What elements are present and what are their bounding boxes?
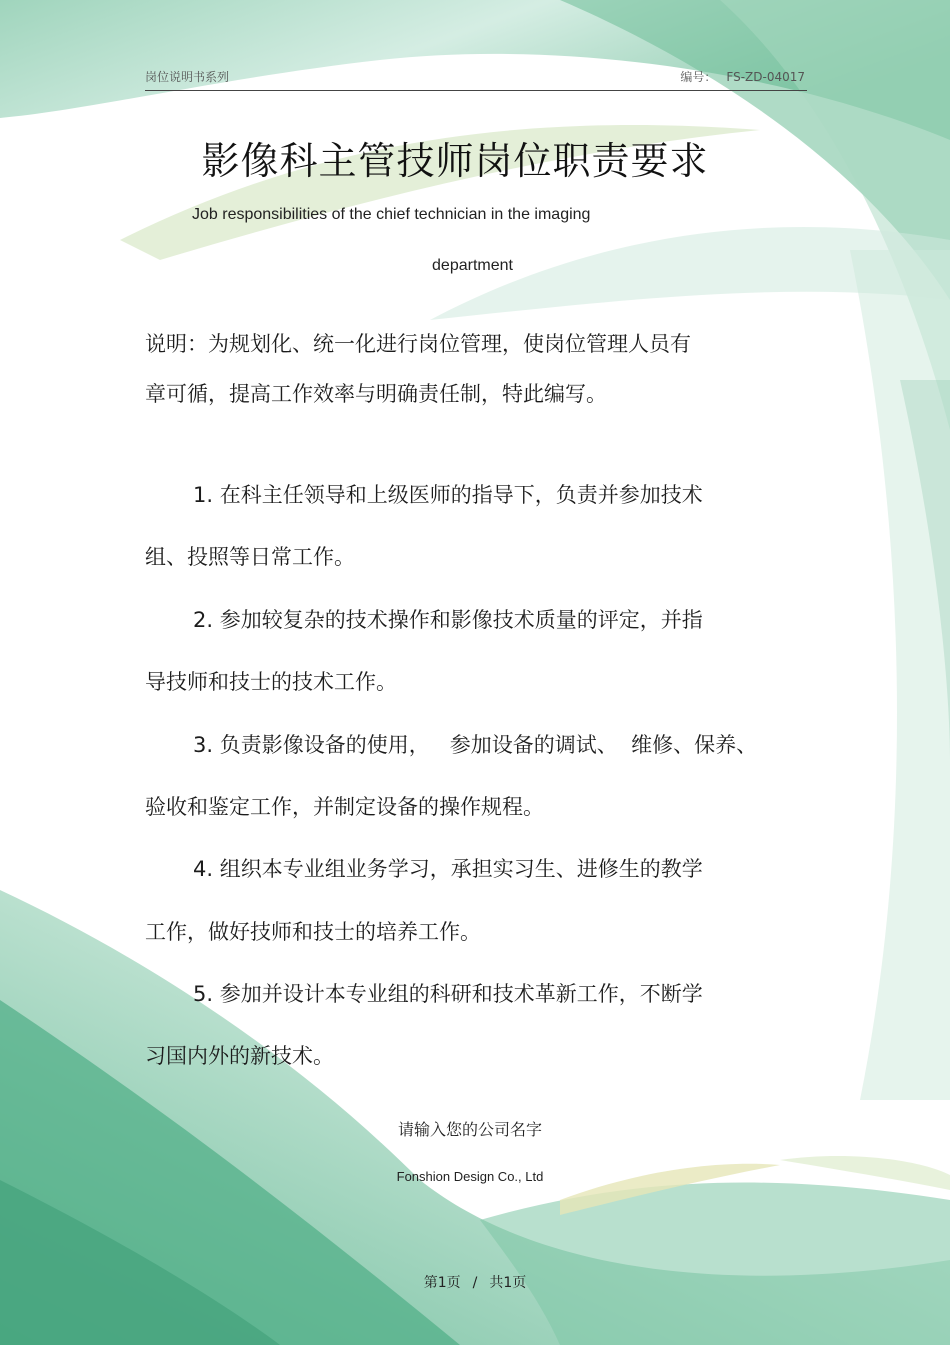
item5-line1: 5. 参加并设计本专业组的科研和技术革新工作，不断学 bbox=[193, 982, 703, 1006]
item1-line1: 1. 在科主任领导和上级医师的指导下，负责并参加技术 bbox=[193, 483, 703, 507]
item2-line2: 导技师和技士的技术工作。 bbox=[145, 670, 397, 694]
english-subtitle-line2: department bbox=[432, 257, 513, 274]
item3-line1: 3. 负责影像设备的使用， 参加设备的调试、 维修、保养、 bbox=[193, 733, 758, 757]
company-name-cn: 请输入您的公司名字 bbox=[397, 1120, 542, 1139]
item3-line2: 验收和鉴定工作，并制定设备的操作规程。 bbox=[145, 795, 544, 819]
item1-line2: 组、投照等日常工作。 bbox=[145, 545, 355, 569]
company-name-en: Fonshion Design Co., Ltd bbox=[396, 1169, 544, 1184]
document-title: 影像科主管技师岗位职责要求 bbox=[201, 139, 709, 183]
item4-line1: 4. 组织本专业组业务学习，承担实习生、进修生的教学 bbox=[193, 857, 703, 881]
header-number-value: FS-ZD-04017 bbox=[726, 70, 805, 84]
page-separator: / bbox=[472, 1275, 478, 1291]
header-series-label: 岗位说明书系列 bbox=[145, 70, 230, 84]
header-divider bbox=[145, 90, 807, 91]
item5-line2: 习国内外的新技术。 bbox=[145, 1044, 334, 1068]
item2-line1: 2. 参加较复杂的技术操作和影像技术质量的评定，并指 bbox=[193, 608, 703, 632]
page-footer bbox=[0, 1272, 950, 1292]
header-number-label: 编号： bbox=[680, 70, 717, 84]
item4-line2: 工作，做好技师和技士的培养工作。 bbox=[145, 920, 481, 944]
intro-line1: 说明：为规划化、统一化进行岗位管理，使岗位管理人员有 bbox=[145, 332, 691, 356]
header-doc-number bbox=[680, 68, 805, 85]
page-total: 共1页 bbox=[489, 1275, 527, 1291]
page-current: 第1页 bbox=[423, 1275, 461, 1291]
english-subtitle-line1: Job responsibilities of the chief technician in the imaging bbox=[192, 206, 591, 223]
intro-line2: 章可循，提高工作效率与明确责任制，特此编写。 bbox=[145, 382, 607, 406]
